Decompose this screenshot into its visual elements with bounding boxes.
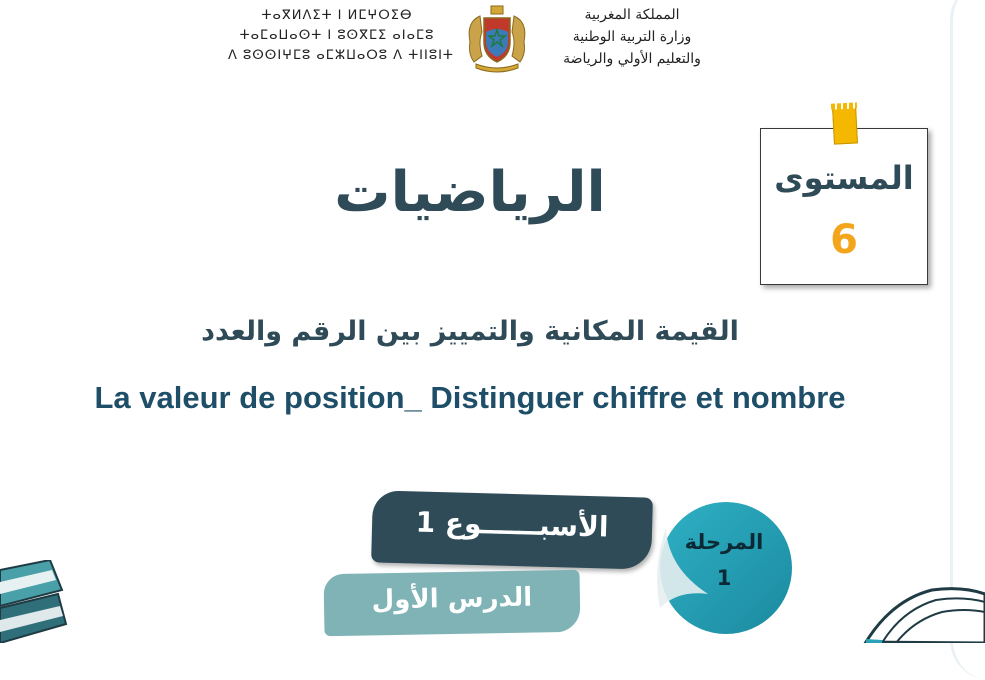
page-frame-arc	[950, 0, 985, 680]
week-label: الأسبــــــوع 1	[415, 505, 609, 544]
arabic-header-line-3: والتعليم الأولي والرياضة	[563, 51, 701, 67]
arabic-header-line-1: المملكة المغربية	[584, 7, 680, 23]
week-banner	[371, 490, 653, 569]
open-book-icon	[862, 580, 985, 643]
tifinagh-line-1: ⵜⴰⴳⵍⴷⵉⵜ ⵏ ⵍⵎⵖⵔⵉⴱ	[261, 8, 413, 23]
tifinagh-ministry-header	[228, 6, 454, 66]
arabic-header-line-2: وزارة التربية الوطنية	[572, 29, 692, 45]
tape-pin-icon	[832, 105, 858, 144]
moroccan-coat-of-arms-icon	[460, 2, 534, 76]
lesson-ribbon	[323, 570, 580, 636]
lesson-subtitle-arabic: القيمة المكانية والتمييز بين الرقم والعدد	[201, 316, 739, 347]
tifinagh-line-2: ⵜⴰⵎⴰⵡⴰⵙⵜ ⵏ ⵓⵙⴳⵎⵉ ⴰⵏⴰⵎⵓ	[239, 28, 435, 43]
phase-number: 1	[716, 566, 732, 590]
arabic-ministry-header	[540, 4, 724, 70]
level-card	[760, 128, 928, 285]
lesson-subtitle-french: La valeur de position_ Distinguer chiffre et nombre	[94, 380, 846, 415]
page-title: الرياضيات	[334, 160, 606, 225]
books-stack-icon	[0, 560, 70, 643]
level-label: المستوى	[774, 159, 914, 197]
level-number: 6	[830, 217, 858, 263]
lesson-label: الدرس الأول	[371, 582, 533, 616]
phase-label: المرحلة	[684, 530, 764, 554]
tifinagh-line-3: ⴷ ⵓⵙⵙⵏⵖⵎⵓ ⴰⵎⵣⵡⴰⵔⵓ ⴷ ⵜⵏⵏⵓⵏⵜ	[228, 48, 454, 63]
